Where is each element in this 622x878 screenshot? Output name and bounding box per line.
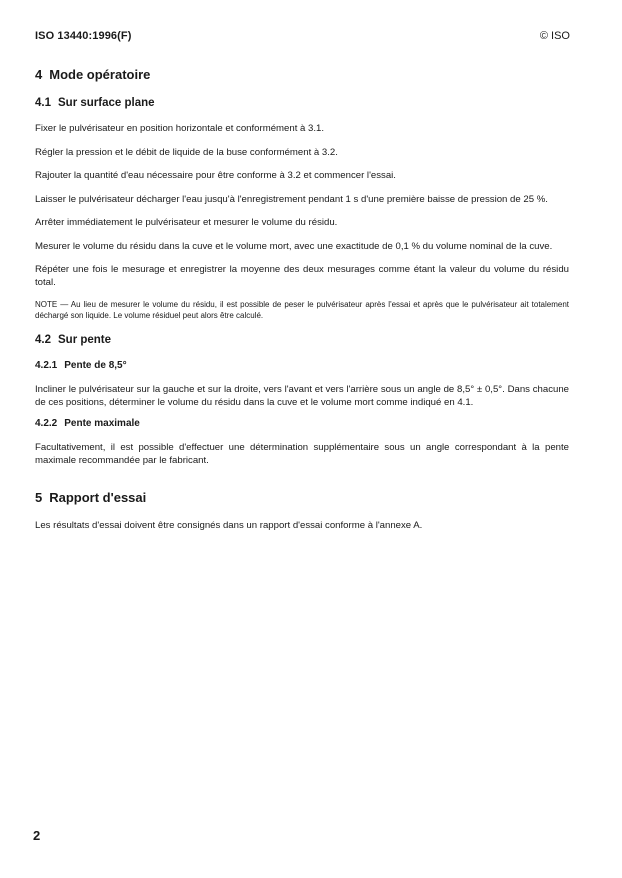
section-4-1-heading: [35, 96, 569, 111]
section-title: Mode opératoire: [49, 67, 151, 82]
section-title: Sur pente: [58, 334, 112, 346]
paragraph: Arrêter immédiatement le pulvérisateur et mesurer le volume du résidu.: [35, 217, 338, 228]
document-id: ISO 13440:1996(F): [35, 30, 132, 42]
section-number: 5: [35, 490, 43, 505]
section-4-2-heading: [35, 333, 569, 348]
paragraph: Rajouter la quantité d'eau nécessaire pour être conforme à 3.2 et commencer l'essai.: [35, 170, 396, 181]
paragraph: Répéter une fois le mesurage et enregistrer la moyenne des deux mesurages comme étant la valeur du volume du résidu total.: [35, 264, 569, 288]
section-title: Pente de 8,5°: [64, 360, 127, 371]
section-number: 4.2: [35, 334, 51, 346]
paragraph: Mesurer le volume du résidu dans la cuve et le volume mort, avec une exactitude de 0,1 % du volume nominal de la cuve.: [35, 240, 553, 252]
section-4-heading: [35, 66, 569, 84]
paragraph: Régler la pression et le débit de liquide de la buse conformément à 3.2.: [35, 146, 338, 158]
section-4-2-2-heading: [35, 417, 569, 431]
section-title: Rapport d'essai: [49, 490, 147, 505]
paragraph: Incliner le pulvérisateur sur la gauche et sur la droite, vers l'avant et vers l'arrière sous un angle de 8,5° ± 0,5°. Dans chacune de ces positions, déterminer le volume du résidu dans la cuve et le volume mort comme indiqué en 4.1.: [35, 384, 569, 408]
section-title: Sur surface plane: [58, 97, 155, 109]
page-number: 2: [33, 828, 41, 843]
section-number: 4.2.1: [35, 360, 58, 371]
paragraph: Laisser le pulvérisateur décharger l'eau jusqu'à l'enregistrement pendant 1 s d'une première baisse de pression de 25 %.: [35, 193, 548, 205]
paragraph: Fixer le pulvérisateur en position horizontale et conformément à 3.1.: [35, 123, 325, 134]
section-number: 4.1: [35, 97, 51, 109]
section-number: 4: [35, 67, 43, 82]
section-5-heading: [35, 489, 569, 507]
section-4-2-1-heading: [35, 359, 569, 373]
paragraph: Les résultats d'essai doivent être consignés dans un rapport d'essai conforme à l'annexe A.: [35, 520, 423, 531]
section-title: Pente maximale: [64, 418, 140, 429]
copyright-mark: © ISO: [539, 30, 570, 42]
note: NOTE — Au lieu de mesurer le volume du résidu, il est possible de peser le pulvérisateur après l'essai et après que le pulvérisateur ait totalement déchargé son liquide. Le volume résiduel peut alors être calculé.: [35, 300, 569, 320]
paragraph: Facultativement, il est possible d'effectuer une détermination supplémentaire sous un angle correspondant à la pente maximale recommandée par le fabricant.: [35, 442, 569, 466]
document-body: [35, 66, 569, 533]
section-number: 4.2.2: [35, 418, 58, 429]
